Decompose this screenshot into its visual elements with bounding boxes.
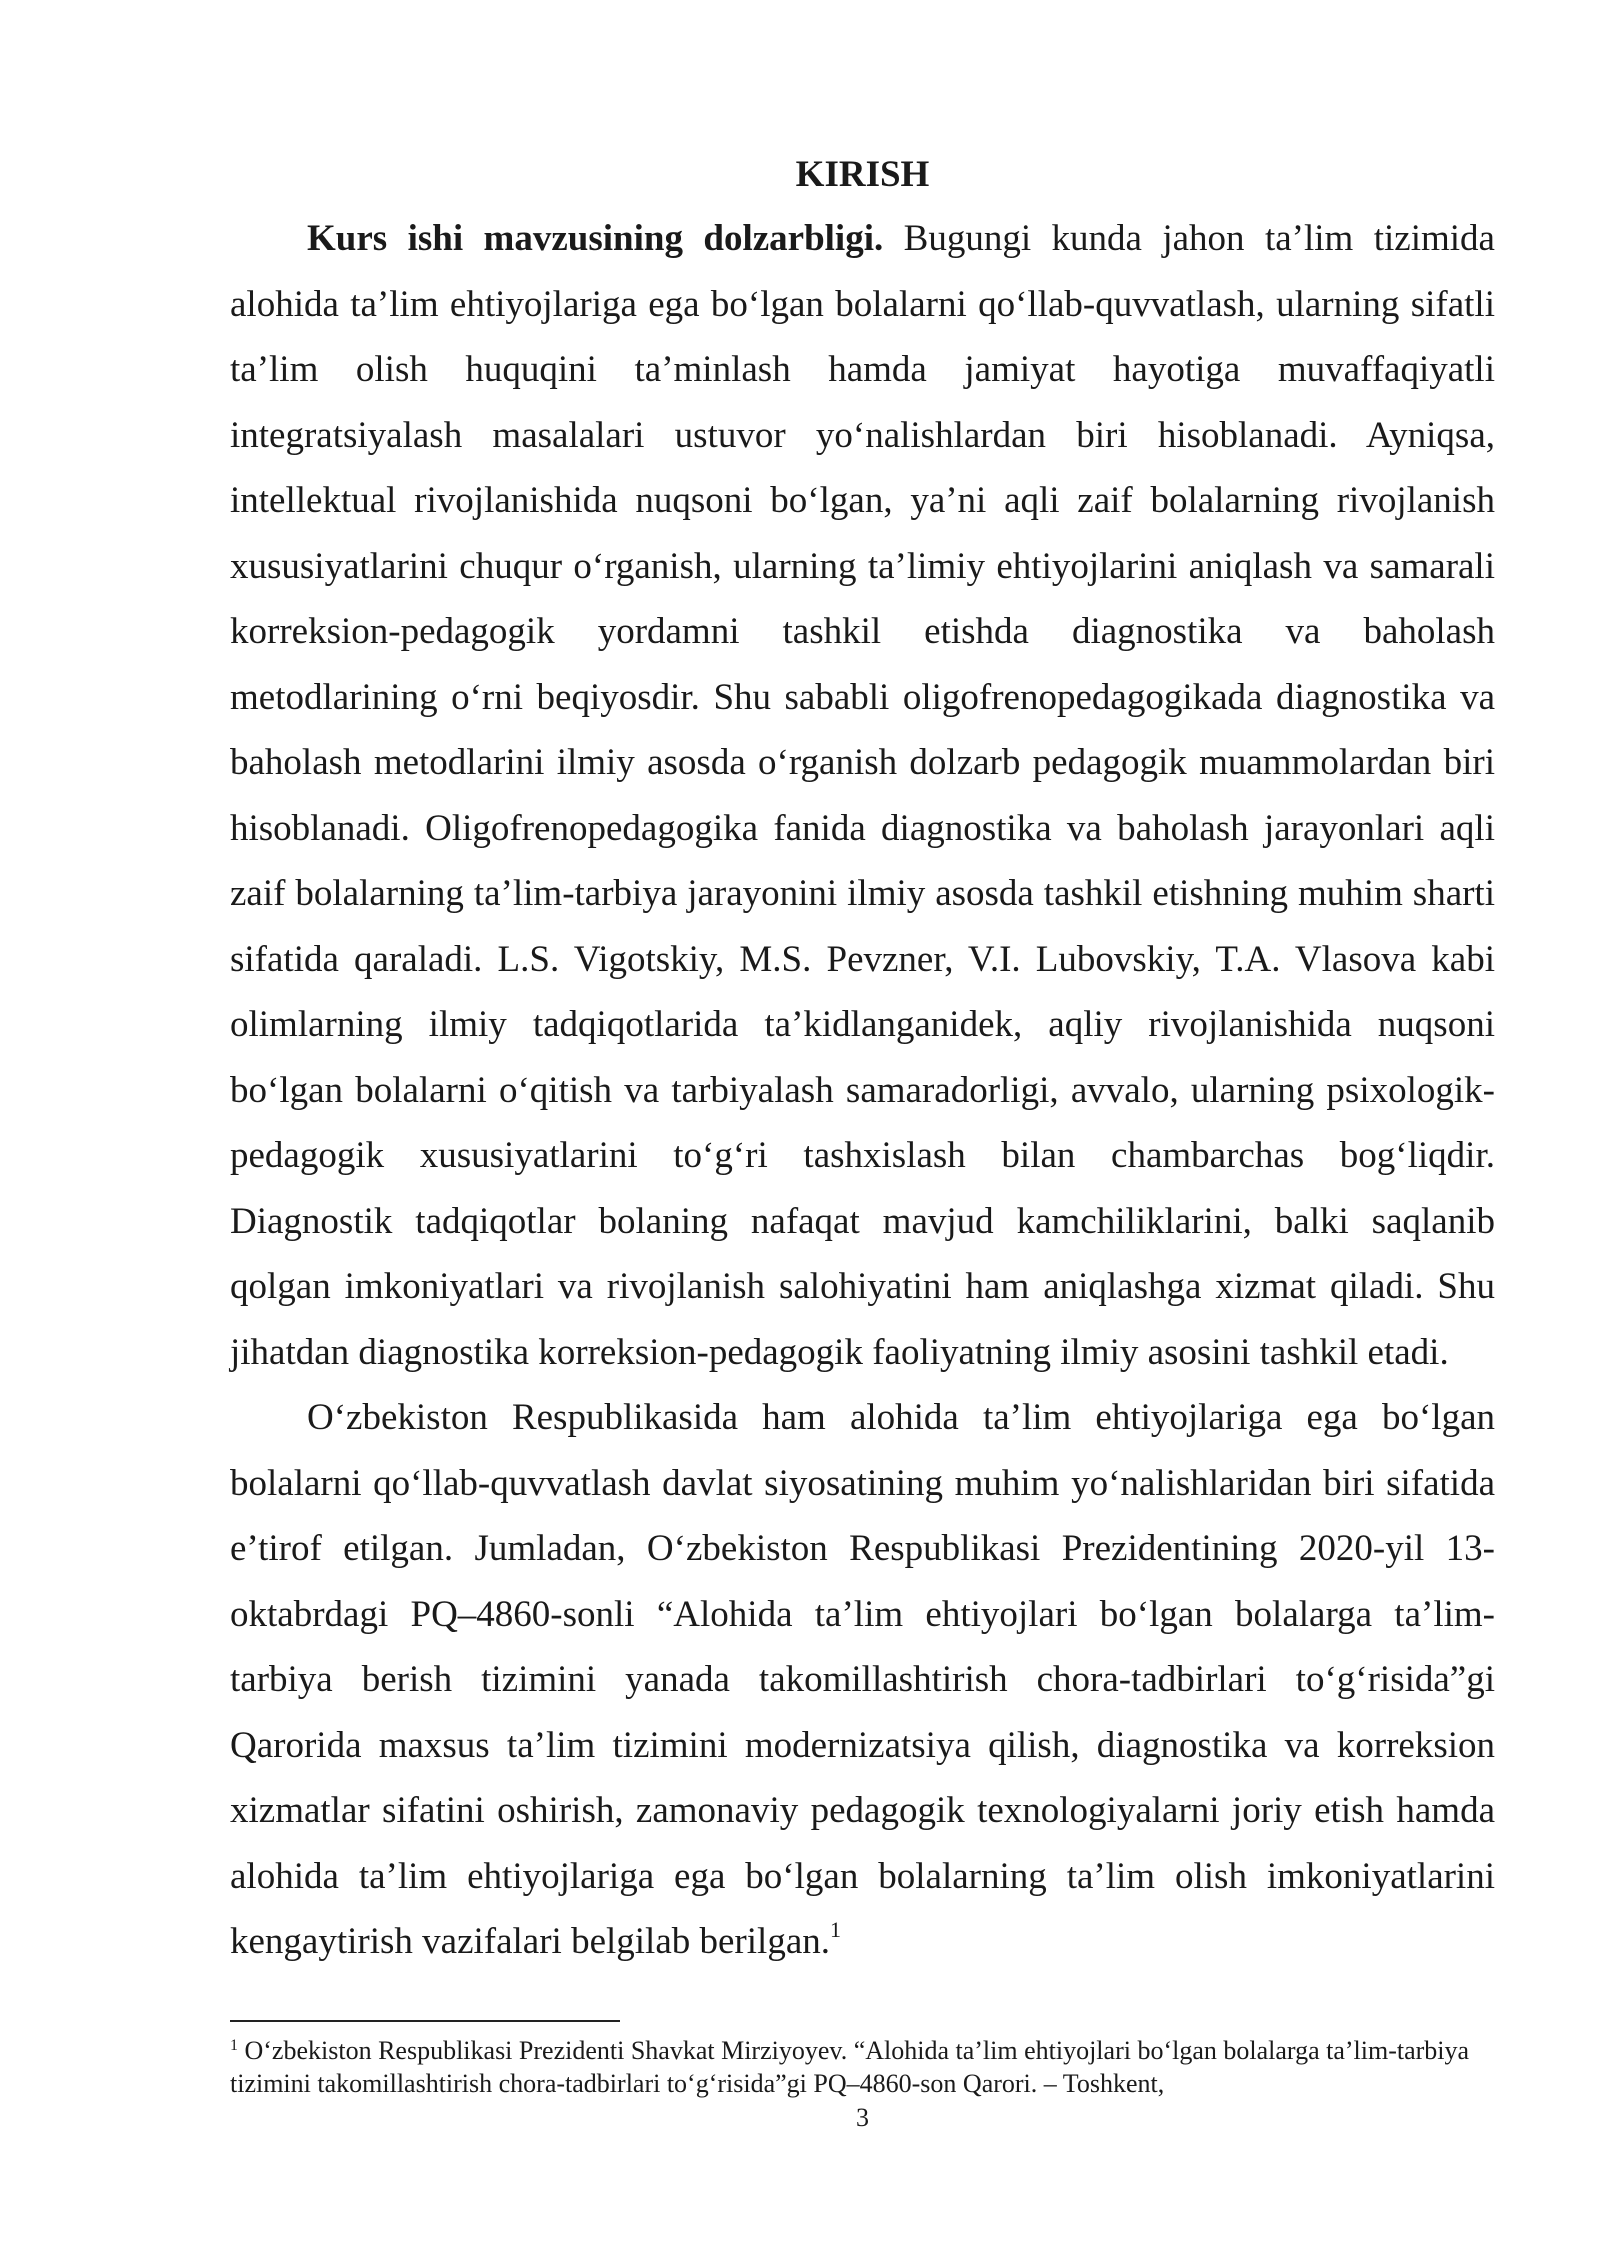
footnote-reference[interactable]: 1 (830, 1917, 841, 1942)
paragraph-relevance (230, 206, 1495, 1385)
footnote-text: O‘zbekiston Respublikasi Prezidenti Shavkat Mirziyoyev. “Alohida ta’lim ehtiyojlari bo‘lgan bolalarga ta’lim-tarbiya tizimini takomillashtirish chora-tadbirlari to‘g‘risida”gi PQ–4860-son Qarori. – Toshkent, (230, 2036, 1470, 2098)
page-content (230, 150, 1495, 1975)
page-number: 3 (856, 2103, 869, 2132)
paragraph-body: O‘zbekiston Respublikasida ham alohida ta’lim ehtiyojlariga ega bo‘lgan bolalarni qo‘llab-quvvatlash davlat siyosatining muhim yo‘nalishlaridan biri sifatida e’tirof etilgan. Jumladan, O‘zbekiston Respublikasi Prezidentining 2020-yil 13-oktabrdagi PQ–4860-sonli “Alohida ta’lim ehtiyojlari bo‘lgan bolalarga ta’lim-tarbiya berish tizimini yanada takomillashtirish chora-tadbirlari to‘g‘risida”gi Qarorida maxsus ta’lim tizimini modernizatsiya qilish, diagnostika va korreksion xizmatlar sifatini oshirish, zamonaviy pedagogik texnologiyalarni joriy etish hamda alohida ta’lim ehtiyojlariga ega bo‘lgan bolalarning ta’lim olish imkoniyatlarini kengaytirish vazifalari belgilab berilgan. (230, 1397, 1495, 1962)
paragraph-state-policy (230, 1385, 1495, 1975)
section-title: KIRISH (795, 154, 930, 195)
paragraph-body: Bugungi kunda jahon ta’lim tizimida alohida ta’lim ehtiyojlariga ega bo‘lgan bolalarni qo‘llab-quvvatlash, ularning sifatli ta’lim olish huquqini ta’minlash hamda jamiyat hayotiga muvaffaqiyatli integratsiyalash masalalari ustuvor yo‘nalishlardan biri hisoblanadi. Ayniqsa, intellektual rivojlanishida nuqsoni bo‘lgan, ya’ni aqli zaif bolalarning rivojlanish xususiyatlarini chuqur o‘rganish, ularning ta’limiy ehtiyojlarini aniqlash va samarali korreksion-pedagogik yordamni tashkil etishda diagnostika va baholash metodlarining o‘rni beqiyosdir. Shu sababli oligofrenopedagogikada diagnostika va baholash metodlarini ilmiy asosda o‘rganish dolzarb pedagogik muammolardan biri hisoblanadi. Oligofrenopedagogika fanida diagnostika va baholash jarayonlari aqli zaif bolalarning ta’lim-tarbiya jarayonini ilmiy asosda tashkil etishning muhim sharti sifatida qaraladi. L.S. Vigotskiy, M.S. Pevzner, V.I. Lubovskiy, T.A. Vlasova kabi olimlarning ilmiy tadqiqotlarida ta’kidlanganidek, aqliy rivojlanishida nuqsoni bo‘lgan bolalarni o‘qitish va tarbiyalash samaradorligi, avvalo, ularning psixologik-pedagogik xususiyatlarini to‘g‘ri tashxislash bilan chambarchas bog‘liqdir. Diagnostik tadqiqotlar bolaning nafaqat mavjud kamchiliklarini, balki saqlanib qolgan imkoniyatlari va rivojlanish salohiyatini ham aniqlashga xizmat qiladi. Shu jihatdan diagnostika korreksion-pedagogik faoliyatning ilmiy asosini tashkil etadi. (230, 218, 1495, 1373)
paragraph-lead-heading: Kurs ishi mavzusining dolzarbligi. (307, 218, 884, 259)
footnote-separator (230, 2020, 620, 2022)
footnote-mark: 1 (230, 2037, 238, 2054)
footnote (230, 2034, 1495, 2100)
